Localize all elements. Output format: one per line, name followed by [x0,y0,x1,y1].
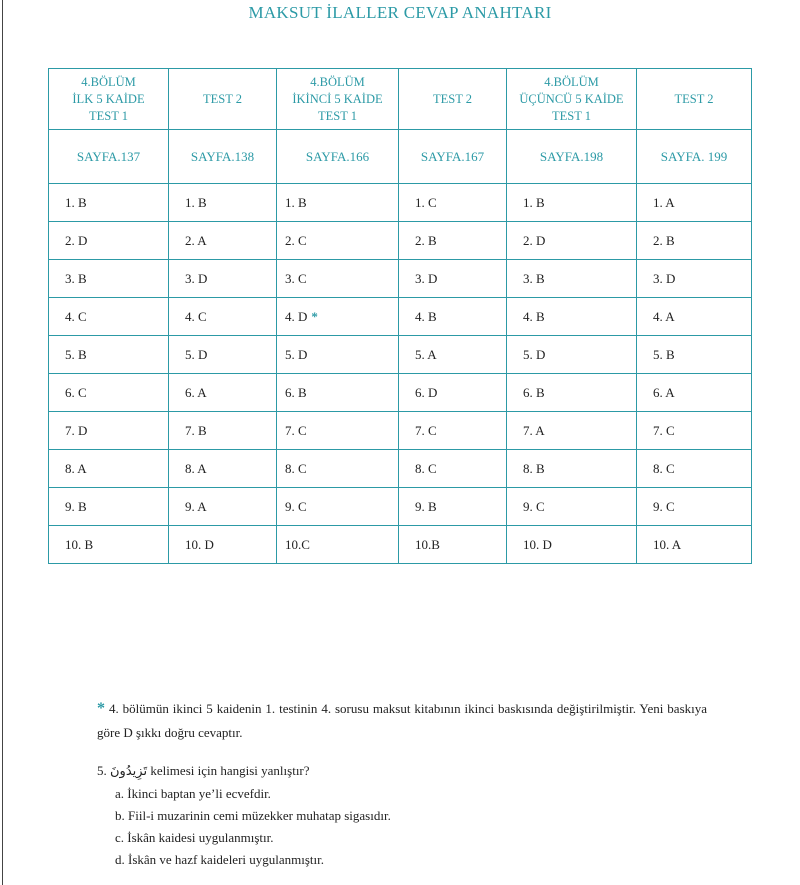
page-left-border [2,0,3,885]
answer-text: 10.B [415,536,440,552]
answer-cell [169,412,277,450]
answer-text: 9. B [415,498,437,514]
answer-text: 9. C [285,498,307,514]
question-stem [97,760,717,783]
answer-text: 10. D [185,536,214,552]
answer-text: 8. A [65,460,87,476]
answer-cell [399,336,507,374]
question-5 [97,760,717,871]
answer-text: 5. D [185,346,208,362]
answer-cell [277,526,399,564]
answer-cell [277,374,399,412]
answer-cell [277,222,399,260]
footnote-star: * [97,700,105,717]
option-b[interactable]: b. Fiil-i muzarinin cemi müzekker muhatap sigasıdır. [115,808,391,823]
answer-row-10 [49,526,752,564]
answer-cell [637,222,752,260]
answer-cell [399,298,507,336]
question-number: 5. [97,763,107,778]
header-line: 4.BÖLÜM [544,74,599,89]
answer-text: 6. B [523,384,545,400]
answer-cell [637,298,752,336]
answer-cell [169,488,277,526]
answer-row-7 [49,412,752,450]
answer-cell [49,222,169,260]
answer-cell [277,336,399,374]
header-cell-1 [49,69,169,130]
answer-cell [49,374,169,412]
answer-cell [637,374,752,412]
answer-cell [637,336,752,374]
answer-text: 1. B [523,194,545,210]
answer-cell [169,298,277,336]
answer-cell [507,260,637,298]
answer-row-5 [49,336,752,374]
answer-cell [169,184,277,222]
answer-cell [399,184,507,222]
answer-text: 8. A [185,460,207,476]
answer-text: 3. D [185,270,208,286]
answer-text: 9. A [185,498,207,514]
answer-text: 1. B [285,194,307,210]
answer-cell [399,450,507,488]
answer-cell [507,450,637,488]
answer-text: 7. C [415,422,437,438]
answer-cell [507,412,637,450]
answer-text: 9. C [653,498,675,514]
header-line: İLK 5 KAİDE [72,91,145,106]
answer-cell [169,336,277,374]
answer-text: 6. D [415,384,438,400]
header-cell-6 [637,69,752,130]
answer-text: 8. C [653,460,675,476]
answer-text: 2. D [65,232,88,248]
answer-text: 4. B [523,308,545,324]
page-cell-4: SAYFA.167 [399,130,507,184]
answer-text: 5. D [523,346,546,362]
page-cell-6: SAYFA. 199 [637,130,752,184]
answer-text: 5. A [415,346,437,362]
header-line: TEST 2 [202,91,242,106]
answer-cell [399,412,507,450]
changed-answer-star: * [311,308,318,324]
answer-cell [507,222,637,260]
header-cell-2 [169,69,277,130]
answer-text: 2. B [653,232,675,248]
header-line: ÜÇÜNCÜ 5 KAİDE [519,91,624,106]
answer-text: 7. B [185,422,207,438]
answer-cell [49,184,169,222]
answer-cell [399,374,507,412]
answer-text: 4. C [65,308,87,324]
answer-cell [507,184,637,222]
answer-row-1 [49,184,752,222]
answer-text: 6. B [285,384,307,400]
answer-cell [507,336,637,374]
answer-text: 7. D [65,422,88,438]
answer-text: 2. C [285,232,307,248]
answer-cell [507,298,637,336]
answer-key-table [48,68,752,564]
answer-cell [277,450,399,488]
answer-cell [49,298,169,336]
answer-text: 7. C [285,422,307,438]
answer-cell [169,260,277,298]
answer-text: 4. C [185,308,207,324]
answer-text: 2. D [523,232,546,248]
answer-text: 1. C [415,194,437,210]
answer-text: 3. C [285,270,307,286]
answer-text: 10. A [653,536,682,552]
answer-text: 3. D [415,270,438,286]
answer-cell [169,526,277,564]
page-cell-3: SAYFA.166 [277,130,399,184]
answer-cell [637,260,752,298]
answer-text: 3. B [65,270,87,286]
question-arabic-word: تَزِيدُونَ [110,764,148,779]
answer-row-4 [49,298,752,336]
answer-cell [399,488,507,526]
answer-text: 4. D [285,308,308,324]
answer-text: 9. B [65,498,87,514]
answer-text: 10. D [523,536,552,552]
header-line: 4.BÖLÜM [310,74,365,89]
option-c[interactable]: c. İskân kaidesi uygulanmıştır. [115,830,274,845]
header-line: 4.BÖLÜM [81,74,136,89]
answer-cell [277,184,399,222]
header-row [49,69,752,130]
answer-cell [169,450,277,488]
footnote-text: 4. bölümün ikinci 5 kaidenin 1. testinin 4. sorusu maksut kitabının ikinci baskısında değiştirilmiştir. Yeni baskıya göre D şıkkı doğru cevaptır. [97,701,708,740]
answer-cell [277,412,399,450]
answer-cell [169,374,277,412]
answer-cell [277,260,399,298]
header-cell-5 [507,69,637,130]
answer-cell [637,526,752,564]
answer-cell [277,488,399,526]
option-a[interactable]: a. İkinci baptan ye’li ecvefdir. [115,786,271,801]
page-title: MAKSUT İLALLER CEVAP ANAHTARI [248,3,552,22]
answer-text: 2. A [185,232,207,248]
answer-text: 7. A [523,422,545,438]
question-options [97,783,717,871]
header-line: TEST 1 [88,108,128,123]
answer-cell [507,374,637,412]
answer-cell [49,336,169,374]
answer-row-8 [49,450,752,488]
answer-cell [49,488,169,526]
option-d[interactable]: d. İskân ve hazf kaideleri uygulanmıştır. [115,852,325,867]
answer-cell [399,260,507,298]
answer-cell [49,526,169,564]
answer-text: 4. B [415,308,437,324]
answer-cell [507,526,637,564]
answer-text: 6. C [65,384,87,400]
answer-text: 5. D [285,346,308,362]
answer-cell [637,184,752,222]
answer-cell [49,450,169,488]
answer-text: 6. A [185,384,207,400]
page-cell-5: SAYFA.198 [507,130,637,184]
answer-cell [49,412,169,450]
header-line: İKİNCİ 5 KAİDE [292,91,383,106]
answer-text: 10.C [285,536,310,552]
answer-cell [399,526,507,564]
answer-text: 5. B [653,346,675,362]
answer-text: 2. B [415,232,437,248]
answer-cell [637,450,752,488]
footnote [97,697,707,745]
answer-cell [399,222,507,260]
page-cell-1: SAYFA.137 [49,130,169,184]
header-line: TEST 2 [432,91,472,106]
answer-text: 1. A [653,194,675,210]
answer-cell [637,412,752,450]
answer-cell [49,260,169,298]
answer-text: 4. A [653,308,675,324]
answer-text: 6. A [653,384,675,400]
page-cell-2: SAYFA.138 [169,130,277,184]
answer-row-3 [49,260,752,298]
answer-row-6 [49,374,752,412]
question-stem-text: kelimesi için hangisi yanlıştır? [150,763,310,778]
answer-row-2 [49,222,752,260]
answer-cell [507,488,637,526]
answer-text: 3. B [523,270,545,286]
answer-cell [277,298,399,336]
answer-text: 7. C [653,422,675,438]
header-line: TEST 1 [551,108,591,123]
header-line: TEST 2 [674,91,714,106]
answer-text: 3. D [653,270,676,286]
answer-text: 8. B [523,460,545,476]
answer-text: 1. B [185,194,207,210]
answer-cell [169,222,277,260]
answer-text: 8. C [415,460,437,476]
answer-text: 8. C [285,460,307,476]
answer-row-9 [49,488,752,526]
answer-cell [637,488,752,526]
header-line: TEST 1 [317,108,357,123]
header-cell-3 [277,69,399,130]
header-cell-4 [399,69,507,130]
answer-text: 5. B [65,346,87,362]
answer-text: 9. C [523,498,545,514]
answer-text: 10. B [65,536,94,552]
page-row [49,130,752,184]
answer-text: 1. B [65,194,87,210]
